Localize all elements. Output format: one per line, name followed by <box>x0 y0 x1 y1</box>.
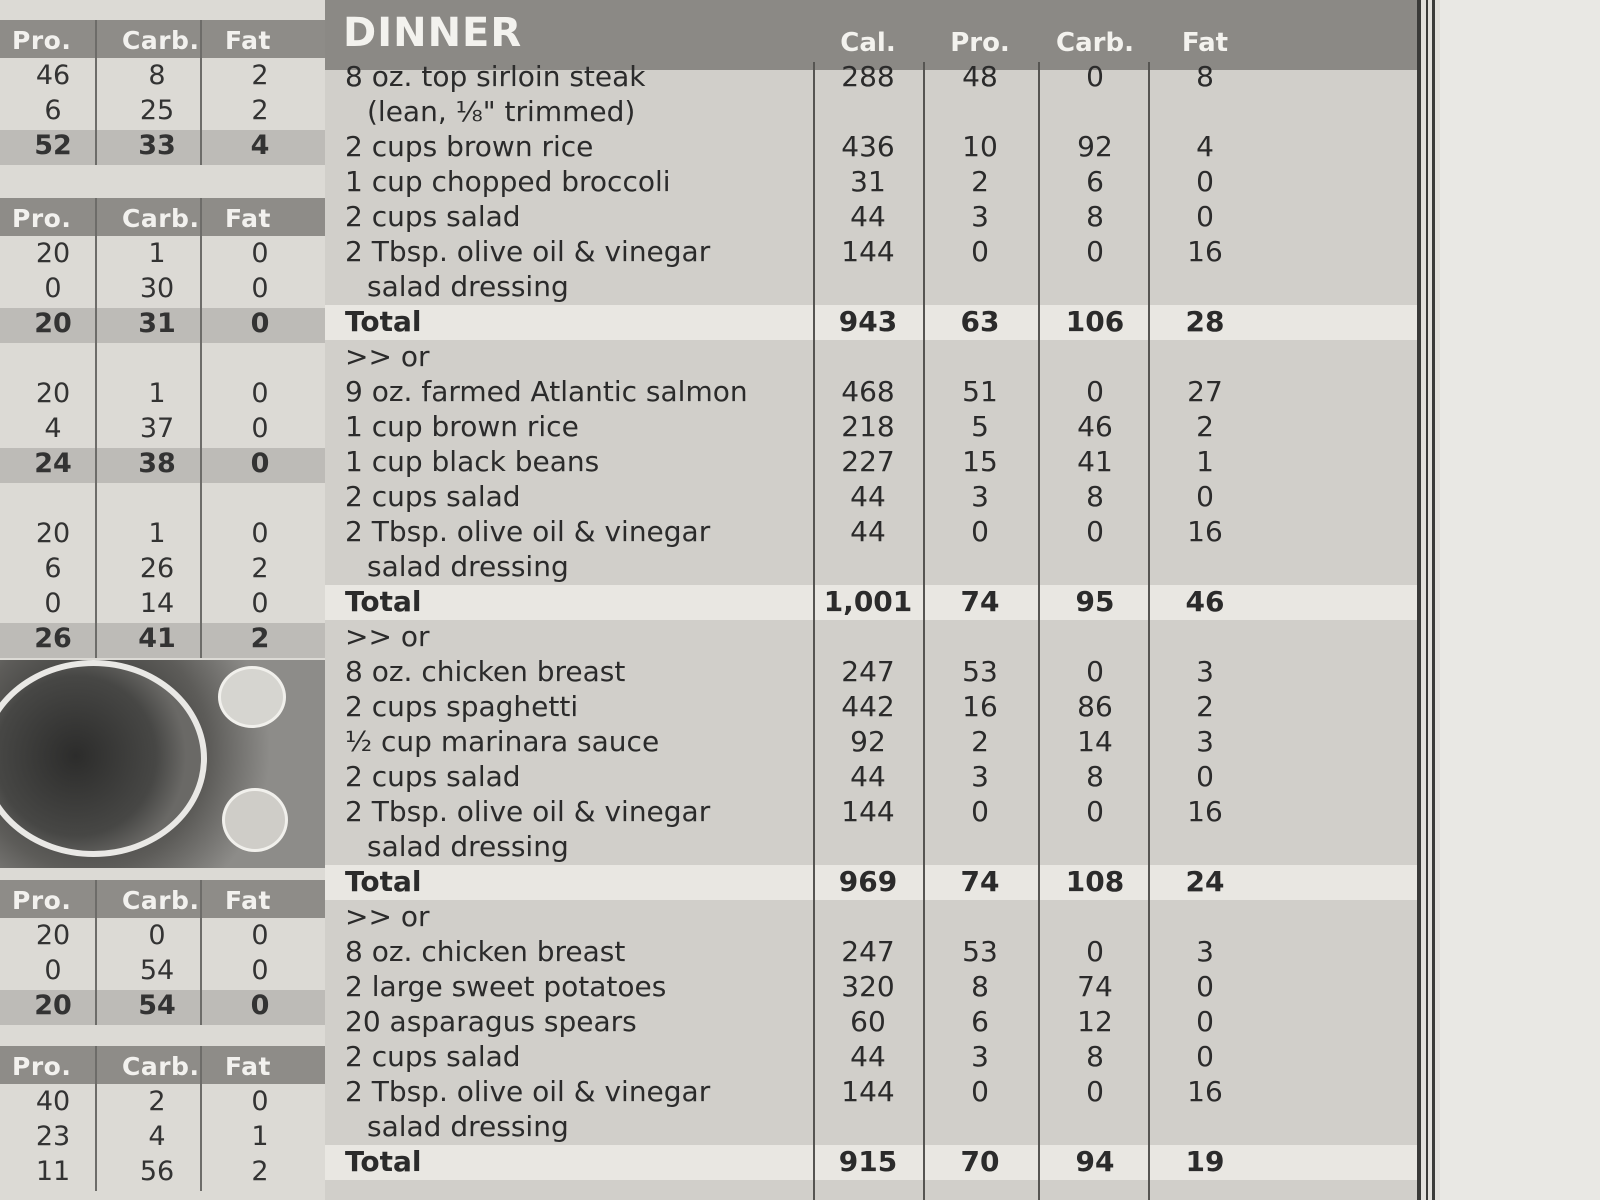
left-header-label: Carb. <box>122 886 200 915</box>
cal-value: 227 <box>841 445 895 478</box>
left-table-cell: 24 <box>34 448 72 479</box>
cal-value: 915 <box>838 1145 898 1178</box>
left-table-cell: 20 <box>35 920 71 951</box>
pro-value: 2 <box>971 725 989 758</box>
carb-value: 74 <box>1077 970 1113 1003</box>
left-table-cell: 2 <box>251 60 269 91</box>
pro-value: 48 <box>962 60 998 93</box>
food-item: 8 oz. chicken breast <box>345 655 626 688</box>
header-fat: Fat <box>1181 28 1229 58</box>
cal-value: 468 <box>841 375 895 408</box>
left-table-header <box>0 20 325 58</box>
left-table-cell: 26 <box>34 623 72 654</box>
food-row <box>325 1005 1417 1040</box>
background-wall <box>1440 0 1600 1200</box>
pro-value: 74 <box>960 585 1000 618</box>
left-header-label: Carb. <box>122 26 200 55</box>
column-divider <box>1038 62 1040 1200</box>
fat-value: 4 <box>1196 130 1214 163</box>
fat-value: 3 <box>1196 725 1214 758</box>
food-row <box>325 620 1417 655</box>
pro-value: 70 <box>960 1145 1000 1178</box>
left-table-cell: 20 <box>34 308 72 339</box>
fat-value: 16 <box>1187 1075 1223 1108</box>
food-item: ½ cup marinara sauce <box>345 725 660 758</box>
food-row <box>325 515 1417 550</box>
food-item: 1 cup black beans <box>345 445 600 478</box>
food-item: 2 Tbsp. olive oil & vinegar <box>345 795 711 828</box>
food-item: 2 cups salad <box>345 1040 521 1073</box>
carb-value: 8 <box>1086 480 1104 513</box>
page-border <box>1432 0 1435 1200</box>
fat-value: 3 <box>1196 935 1214 968</box>
food-item: (lean, ⅛" trimmed) <box>367 95 636 128</box>
left-column-divider <box>200 198 202 658</box>
food-item: salad dressing <box>367 1110 569 1143</box>
food-row <box>325 1075 1417 1110</box>
carb-value: 46 <box>1077 410 1113 443</box>
food-row <box>325 445 1417 480</box>
total-label: Total <box>345 585 422 618</box>
food-row <box>325 550 1417 585</box>
left-table-cell: 26 <box>139 553 175 584</box>
fat-value: 0 <box>1196 1040 1214 1073</box>
left-header-label: Fat <box>225 1052 271 1081</box>
left-table-cell: 2 <box>148 1086 166 1117</box>
pro-value: 5 <box>971 410 989 443</box>
left-header-label: Pro. <box>12 204 72 233</box>
total-label: Total <box>345 865 422 898</box>
column-divider <box>813 62 815 1200</box>
left-table-cell: 6 <box>44 95 62 126</box>
left-table-cell: 46 <box>35 60 71 91</box>
food-row <box>325 130 1417 165</box>
left-column-divider <box>200 880 202 1025</box>
pro-value: 3 <box>971 1040 989 1073</box>
left-table-cell: 0 <box>44 273 62 304</box>
food-item: 2 cups brown rice <box>345 130 594 163</box>
pro-value: 16 <box>962 690 998 723</box>
pro-value: 53 <box>962 935 998 968</box>
food-row <box>325 690 1417 725</box>
fat-value: 27 <box>1187 375 1223 408</box>
carb-value: 41 <box>1077 445 1113 478</box>
left-table-cell: 2 <box>251 1156 269 1187</box>
fat-value: 19 <box>1185 1145 1225 1178</box>
fat-value: 0 <box>1196 1005 1214 1038</box>
left-table-cell: 14 <box>139 588 175 619</box>
carb-value: 94 <box>1075 1145 1115 1178</box>
total-label: Total <box>345 1145 422 1178</box>
pro-value: 51 <box>962 375 998 408</box>
carb-value: 12 <box>1077 1005 1113 1038</box>
carb-value: 0 <box>1086 795 1104 828</box>
cal-value: 144 <box>841 1075 895 1108</box>
food-row <box>325 95 1417 130</box>
bowl-image <box>222 788 288 852</box>
total-row <box>325 585 1417 620</box>
left-table-header <box>0 198 325 236</box>
food-item: >> or <box>345 620 430 653</box>
left-table-cell: 0 <box>250 308 270 339</box>
left-table-cell: 40 <box>35 1086 71 1117</box>
left-table-cell: 1 <box>148 238 166 269</box>
carb-value: 0 <box>1086 375 1104 408</box>
food-item: 2 Tbsp. olive oil & vinegar <box>345 1075 711 1108</box>
pro-value: 10 <box>962 130 998 163</box>
header-cal: Cal. <box>840 28 896 58</box>
left-table-cell: 52 <box>34 130 72 161</box>
left-table-cell: 4 <box>250 130 270 161</box>
fat-value: 0 <box>1196 970 1214 1003</box>
fat-value: 16 <box>1187 515 1223 548</box>
fat-value: 2 <box>1196 690 1214 723</box>
pro-value: 3 <box>971 200 989 233</box>
left-header-label: Pro. <box>12 886 72 915</box>
left-header-label: Pro. <box>12 1052 72 1081</box>
left-table-cell: 4 <box>148 1121 166 1152</box>
total-label: Total <box>345 305 422 338</box>
left-table-cell: 1 <box>148 378 166 409</box>
food-item: 1 cup chopped broccoli <box>345 165 671 198</box>
fat-value: 0 <box>1196 200 1214 233</box>
left-table-cell: 11 <box>35 1156 71 1187</box>
left-column-divider <box>200 1046 202 1191</box>
left-table-cell: 20 <box>34 990 72 1021</box>
carb-value: 14 <box>1077 725 1113 758</box>
food-item: 2 Tbsp. olive oil & vinegar <box>345 515 711 548</box>
left-table-cell: 0 <box>250 448 270 479</box>
carb-value: 106 <box>1065 305 1125 338</box>
food-item: 8 oz. chicken breast <box>345 935 626 968</box>
pro-value: 2 <box>971 165 989 198</box>
left-table-cell: 0 <box>44 588 62 619</box>
carb-value: 8 <box>1086 200 1104 233</box>
left-table-cell: 0 <box>250 990 270 1021</box>
left-column-divider <box>95 20 97 165</box>
food-item: 2 large sweet potatoes <box>345 970 667 1003</box>
total-row <box>325 865 1417 900</box>
food-row <box>325 375 1417 410</box>
cal-value: 943 <box>838 305 898 338</box>
left-column-divider <box>95 1046 97 1191</box>
left-table-cell: 37 <box>139 413 175 444</box>
carb-value: 0 <box>1086 60 1104 93</box>
food-item: >> or <box>345 340 430 373</box>
cal-value: 442 <box>841 690 895 723</box>
cal-value: 247 <box>841 935 895 968</box>
left-header-label: Fat <box>225 204 271 233</box>
cal-value: 288 <box>841 60 895 93</box>
pro-value: 0 <box>971 795 989 828</box>
carb-value: 8 <box>1086 1040 1104 1073</box>
food-row <box>325 165 1417 200</box>
food-row <box>325 900 1417 935</box>
pro-value: 3 <box>971 480 989 513</box>
cal-value: 144 <box>841 235 895 268</box>
pro-value: 15 <box>962 445 998 478</box>
food-item: 2 Tbsp. olive oil & vinegar <box>345 235 711 268</box>
cal-value: 247 <box>841 655 895 688</box>
left-table-cell: 0 <box>44 955 62 986</box>
food-row <box>325 480 1417 515</box>
left-table-cell: 1 <box>148 518 166 549</box>
cal-value: 44 <box>850 1040 886 1073</box>
fat-value: 24 <box>1185 865 1225 898</box>
carb-value: 6 <box>1086 165 1104 198</box>
total-row <box>325 305 1417 340</box>
carb-value: 8 <box>1086 760 1104 793</box>
cal-value: 144 <box>841 795 895 828</box>
carb-value: 0 <box>1086 235 1104 268</box>
left-table-cell: 38 <box>138 448 176 479</box>
fat-value: 28 <box>1185 305 1225 338</box>
carb-value: 0 <box>1086 935 1104 968</box>
bowl-image <box>218 666 286 728</box>
left-table-cell: 8 <box>148 60 166 91</box>
left-table-cell: 0 <box>251 955 269 986</box>
left-table-cell: 2 <box>250 623 270 654</box>
cal-value: 92 <box>850 725 886 758</box>
food-row <box>325 935 1417 970</box>
food-item: 8 oz. top sirloin steak <box>345 60 646 93</box>
left-table-cell: 6 <box>44 553 62 584</box>
pro-value: 0 <box>971 235 989 268</box>
left-table-cell: 1 <box>251 1121 269 1152</box>
carb-value: 108 <box>1065 865 1125 898</box>
pro-value: 6 <box>971 1005 989 1038</box>
food-item: salad dressing <box>367 270 569 303</box>
left-table-cell: 23 <box>35 1121 71 1152</box>
food-item: 9 oz. farmed Atlantic salmon <box>345 375 748 408</box>
food-row <box>325 410 1417 445</box>
left-table-cell: 0 <box>251 588 269 619</box>
fat-value: 2 <box>1196 410 1214 443</box>
left-table-header <box>0 880 325 918</box>
food-row <box>325 760 1417 795</box>
carb-value: 86 <box>1077 690 1113 723</box>
left-header-label: Pro. <box>12 26 72 55</box>
plate-image <box>0 660 207 857</box>
food-photo <box>0 660 330 868</box>
cal-value: 44 <box>850 200 886 233</box>
left-column-divider <box>95 198 97 658</box>
food-item: 2 cups salad <box>345 480 521 513</box>
cal-value: 218 <box>841 410 895 443</box>
carb-value: 95 <box>1075 585 1115 618</box>
column-divider <box>923 62 925 1200</box>
food-row <box>325 970 1417 1005</box>
left-table-cell: 0 <box>251 238 269 269</box>
dinner-table <box>325 0 1417 1200</box>
left-table-cell: 25 <box>139 95 175 126</box>
left-table-cell: 0 <box>148 920 166 951</box>
left-table-cell: 0 <box>251 1086 269 1117</box>
page-border <box>1426 0 1428 1200</box>
food-row <box>325 795 1417 830</box>
left-header-label: Fat <box>225 26 271 55</box>
cal-value: 44 <box>850 515 886 548</box>
cal-value: 60 <box>850 1005 886 1038</box>
column-divider <box>1148 62 1150 1200</box>
fat-value: 0 <box>1196 165 1214 198</box>
food-row <box>325 340 1417 375</box>
header-pro: Pro. <box>950 28 1010 58</box>
page-border <box>1417 0 1421 1200</box>
left-table-header <box>0 1046 325 1084</box>
fat-value: 0 <box>1196 760 1214 793</box>
left-table-cell: 4 <box>44 413 62 444</box>
food-row <box>325 235 1417 270</box>
left-table-cell: 0 <box>251 413 269 444</box>
carb-value: 0 <box>1086 1075 1104 1108</box>
food-row <box>325 270 1417 305</box>
cal-value: 969 <box>838 865 898 898</box>
food-row <box>325 725 1417 760</box>
fat-value: 0 <box>1196 480 1214 513</box>
cal-value: 44 <box>850 760 886 793</box>
left-table-cell: 0 <box>251 518 269 549</box>
dinner-title: DINNER <box>343 10 523 56</box>
left-table-cell: 54 <box>138 990 176 1021</box>
fat-value: 16 <box>1187 235 1223 268</box>
food-row <box>325 1040 1417 1075</box>
left-header-label: Fat <box>225 886 271 915</box>
left-column-divider <box>200 20 202 165</box>
left-table-cell: 30 <box>139 273 175 304</box>
pro-value: 53 <box>962 655 998 688</box>
cal-value: 31 <box>850 165 886 198</box>
pro-value: 0 <box>971 515 989 548</box>
cal-value: 320 <box>841 970 895 1003</box>
carb-value: 92 <box>1077 130 1113 163</box>
left-table-cell: 56 <box>139 1156 175 1187</box>
food-item: 2 cups salad <box>345 200 521 233</box>
food-item: 1 cup brown rice <box>345 410 579 443</box>
fat-value: 16 <box>1187 795 1223 828</box>
left-table-cell: 54 <box>139 955 175 986</box>
left-table-cell: 31 <box>138 308 176 339</box>
food-row <box>325 60 1417 95</box>
pro-value: 8 <box>971 970 989 1003</box>
food-row <box>325 1110 1417 1145</box>
food-item: salad dressing <box>367 830 569 863</box>
left-table-cell: 0 <box>251 378 269 409</box>
left-table-cell: 20 <box>35 238 71 269</box>
left-table-cell: 0 <box>251 920 269 951</box>
food-item: 2 cups salad <box>345 760 521 793</box>
left-table-cell: 33 <box>138 130 176 161</box>
cal-value: 44 <box>850 480 886 513</box>
food-item: 2 cups spaghetti <box>345 690 579 723</box>
food-row <box>325 200 1417 235</box>
fat-value: 3 <box>1196 655 1214 688</box>
cal-value: 1,001 <box>823 585 913 618</box>
left-table-cell: 2 <box>251 95 269 126</box>
fat-value: 8 <box>1196 60 1214 93</box>
pro-value: 63 <box>960 305 1000 338</box>
left-nutrition-tables <box>0 0 325 1200</box>
food-row <box>325 655 1417 690</box>
food-item: salad dressing <box>367 550 569 583</box>
food-item: 20 asparagus spears <box>345 1005 637 1038</box>
left-table-cell: 20 <box>35 518 71 549</box>
pro-value: 74 <box>960 865 1000 898</box>
left-table-cell: 20 <box>35 378 71 409</box>
left-table-cell: 2 <box>251 553 269 584</box>
carb-value: 0 <box>1086 655 1104 688</box>
cal-value: 436 <box>841 130 895 163</box>
left-column-divider <box>95 880 97 1025</box>
carb-value: 0 <box>1086 515 1104 548</box>
pro-value: 3 <box>971 760 989 793</box>
fat-value: 1 <box>1196 445 1214 478</box>
left-header-label: Carb. <box>122 204 200 233</box>
left-table-cell: 41 <box>138 623 176 654</box>
food-item: >> or <box>345 900 430 933</box>
left-table-cell: 0 <box>251 273 269 304</box>
total-row <box>325 1145 1417 1180</box>
header-carb: Carb. <box>1056 28 1134 58</box>
left-header-label: Carb. <box>122 1052 200 1081</box>
fat-value: 46 <box>1185 585 1225 618</box>
pro-value: 0 <box>971 1075 989 1108</box>
food-row <box>325 830 1417 865</box>
